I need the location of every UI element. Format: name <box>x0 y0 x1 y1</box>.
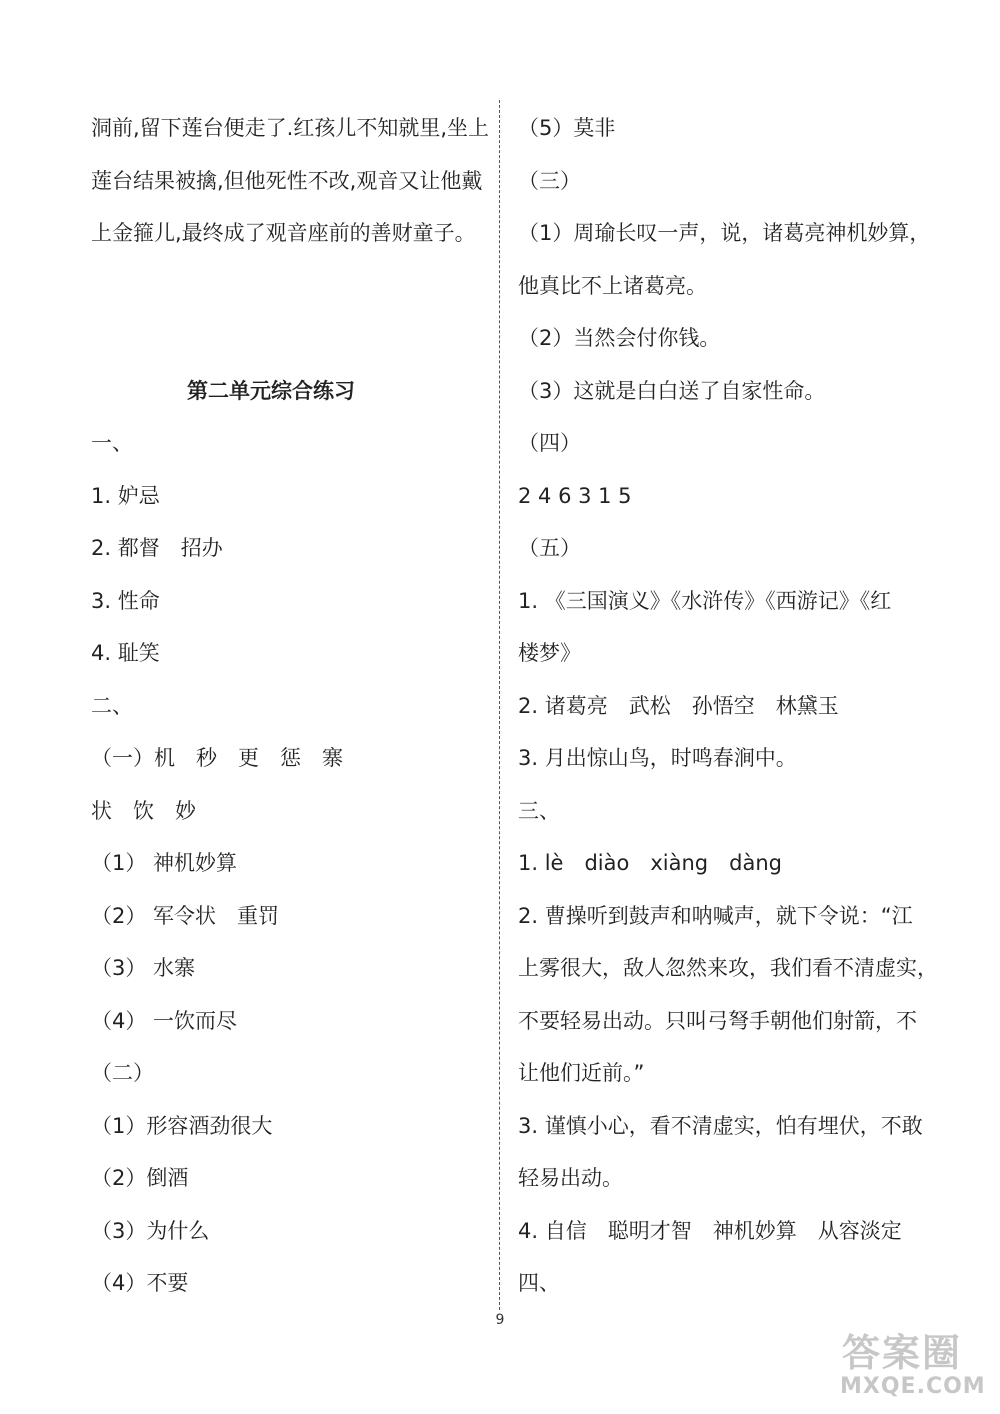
subsection-heading: （二） <box>91 1061 154 1085</box>
answer-line: 2. 都督 招办 <box>91 536 223 560</box>
right-column <box>518 102 938 1310</box>
text-line: 上金箍儿,最终成了观音座前的善财童子。 <box>91 221 476 245</box>
text-line: 莲台结果被擒,但他死性不改,观音又让他戴 <box>91 168 483 193</box>
answer-line: （1） 神机妙算 <box>91 851 238 875</box>
watermark-logo <box>838 1322 990 1404</box>
answer-line: 4. 耻笑 <box>91 641 160 665</box>
watermark-text-top: 答案圈 <box>842 1330 963 1375</box>
section-heading: 一、 <box>91 431 133 455</box>
section-title: 第二单元综合练习 <box>187 378 355 403</box>
answer-line: 3. 谨慎小心，看不清虚实，怕有埋伏，不敢 <box>518 1113 923 1138</box>
answer-line: 上雾很大，敌人忽然来攻，我们看不清虚实， <box>518 956 938 980</box>
page-number: 9 <box>495 1312 505 1328</box>
answer-line: （1）周瑜长叹一声，说，诸葛亮神机妙算， <box>518 221 931 245</box>
blank-line <box>91 260 491 313</box>
answer-line: 2. 诸葛亮 武松 孙悟空 林黛玉 <box>518 693 839 718</box>
answer-line: （2）倒酒 <box>91 1166 189 1190</box>
subsection-heading: （四） <box>518 431 581 455</box>
column-divider <box>499 100 500 1310</box>
answer-line: 2 4 6 3 1 5 <box>518 483 632 508</box>
answer-line: （3）这就是白白送了自家性命。 <box>518 378 826 403</box>
answer-line: 2. 曹操听到鼓声和呐喊声，就下令说：“江 <box>518 903 913 928</box>
answer-line: （一）机 秒 更 惩 寨 <box>91 746 343 770</box>
answer-line: （3） 水寨 <box>91 956 196 980</box>
answer-line: 状 饮 妙 <box>91 798 196 823</box>
subsection-heading: （三） <box>518 168 581 193</box>
answer-line: （4）不要 <box>91 1271 189 1295</box>
answer-line: 3. 月出惊山鸟，时鸣春涧中。 <box>518 746 797 770</box>
answer-line: 1. 《三国演义》《水浒传》《西游记》《红 <box>518 588 892 613</box>
answer-line: 不要轻易出动。只叫弓弩手朝他们射箭，不 <box>518 1008 917 1033</box>
answer-line: 1. 妒忌 <box>91 483 160 508</box>
answer-line: 他真比不上诸葛亮。 <box>518 273 707 298</box>
subsection-heading: （五） <box>518 536 581 560</box>
answer-line: 3. 性命 <box>91 588 160 613</box>
answer-line: 4. 自信 聪明才智 神机妙算 从容淡定 <box>518 1218 902 1243</box>
watermark-text-bottom: MXQE.COM <box>840 1374 986 1399</box>
section-heading: 二、 <box>91 693 133 718</box>
answer-line: （2）当然会付你钱。 <box>518 326 721 350</box>
answer-line: （1）形容酒劲很大 <box>91 1113 273 1138</box>
answer-line: （3）为什么 <box>91 1218 210 1243</box>
answer-line: （5）莫非 <box>518 116 616 140</box>
answer-line: 轻易出动。 <box>518 1166 623 1190</box>
blank-line <box>91 312 491 365</box>
answer-line: （4） 一饮而尽 <box>91 1008 238 1033</box>
section-heading: 三、 <box>518 798 560 823</box>
answer-line: 1. lè diào xiàng dàng <box>518 851 782 875</box>
answer-line: 让他们近前。” <box>518 1061 645 1085</box>
left-column <box>91 102 491 1310</box>
text-line: 洞前,留下莲台便走了.红孩儿不知就里,坐上 <box>91 116 490 140</box>
answer-line: 楼梦》 <box>518 641 581 665</box>
section-heading: 四、 <box>518 1271 560 1295</box>
answer-line: （2） 军令状 重罚 <box>91 903 280 928</box>
